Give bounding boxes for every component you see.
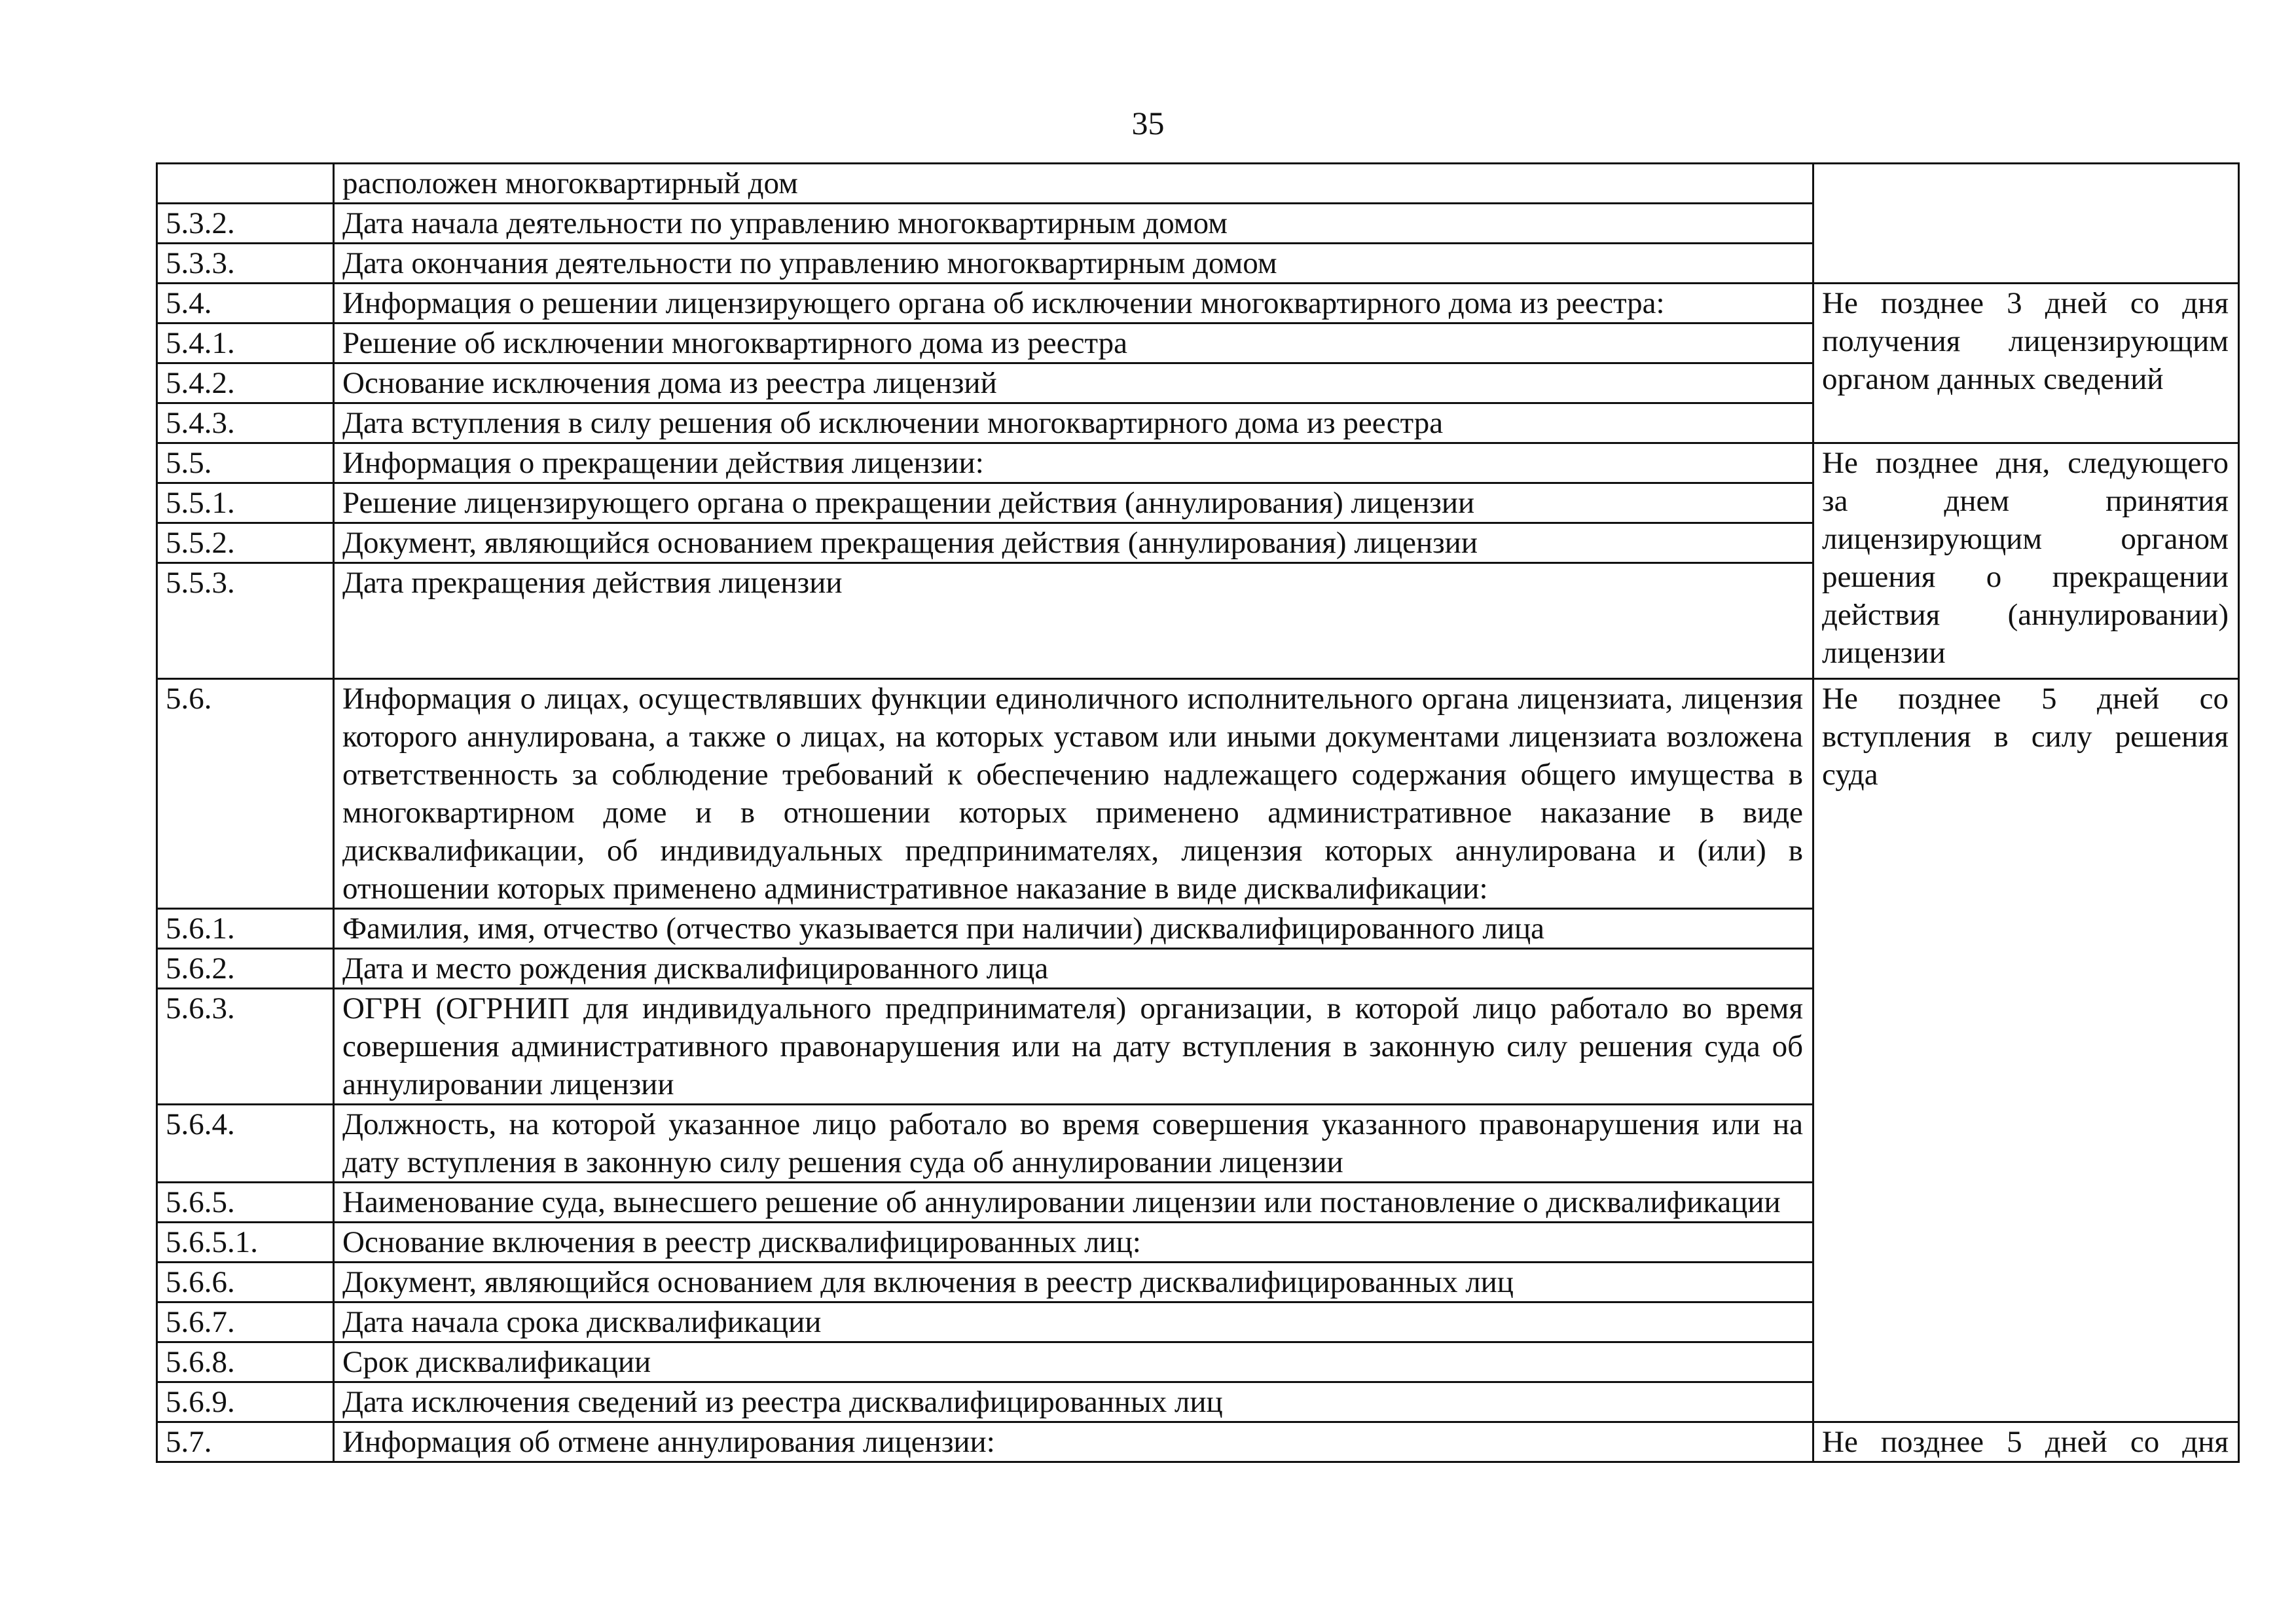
row-description: Дата начала срока дисквалификации	[334, 1302, 1813, 1342]
table-row	[157, 679, 2239, 909]
blank-space	[342, 640, 1803, 678]
row-description: Наименование суда, вынесшего решение об аннулировании лицензии или постановление о дисквалификации	[334, 1183, 1813, 1223]
row-description: Документ, являющийся основанием для включения в реестр дисквалифицированных лиц	[334, 1263, 1813, 1302]
deadline-cell: Не позднее 5 дней со вступления в силу решения суда	[1813, 679, 2239, 1422]
table-row	[157, 1422, 2239, 1462]
table-row	[157, 164, 2239, 204]
row-number: 5.7.	[157, 1422, 334, 1462]
row-description-text: Дата прекращения действия лицензии	[342, 566, 843, 600]
row-description: Решение лицензирующего органа о прекращении действия (аннулирования) лицензии	[334, 483, 1813, 523]
row-description: Дата начала деятельности по управлению многоквартирным домом	[334, 204, 1813, 244]
row-description: Информация о решении лицензирующего органа об исключении многоквартирного дома из реестра:	[334, 284, 1813, 323]
row-description: Информация об отмене аннулирования лицензии:	[334, 1422, 1813, 1462]
row-description: Дата окончания деятельности по управлению многоквартирным домом	[334, 244, 1813, 284]
row-number: 5.6.5.	[157, 1183, 334, 1223]
row-number: 5.6.3.	[157, 989, 334, 1105]
row-number: 5.3.3.	[157, 244, 334, 284]
table-row	[157, 443, 2239, 483]
row-description: Срок дисквалификации	[334, 1342, 1813, 1382]
table-row	[157, 284, 2239, 323]
row-description: Информация о прекращении действия лицензии:	[334, 443, 1813, 483]
row-number: 5.6.5.1.	[157, 1223, 334, 1263]
row-number: 5.4.	[157, 284, 334, 323]
blank-space	[342, 602, 1803, 640]
row-number: 5.5.2.	[157, 523, 334, 563]
row-number: 5.6.6.	[157, 1263, 334, 1302]
row-number: 5.5.	[157, 443, 334, 483]
row-number: 5.5.1.	[157, 483, 334, 523]
row-description: Основание включения в реестр дисквалифицированных лиц:	[334, 1223, 1813, 1263]
row-description: Должность, на которой указанное лицо работало во время совершения указанного правонарушения или на дату вступления в законную силу решения суда об аннулировании лицензии	[334, 1105, 1813, 1183]
row-number: 5.4.3.	[157, 403, 334, 443]
row-number: 5.6.	[157, 679, 334, 909]
deadline-cell: Не позднее дня, следующего за днем принятия лицензирующим органом решения о прекращении действия (аннулировании) лицензии	[1813, 443, 2239, 679]
deadline-cell: Не позднее 3 дней со дня получения лицензирующим органом данных сведений	[1813, 284, 2239, 443]
row-number	[157, 164, 334, 204]
deadline-cell: Не позднее 5 дней со дня	[1813, 1422, 2239, 1462]
row-description: ОГРН (ОГРНИП для индивидуального предпринимателя) организации, в которой лицо работало во время совершения административного правонарушения или на дату вступления в законную силу решения суда об аннулировании лицензии	[334, 989, 1813, 1105]
row-number: 5.6.8.	[157, 1342, 334, 1382]
row-description: Дата вступления в силу решения об исключении многоквартирного дома из реестра	[334, 403, 1813, 443]
row-number: 5.6.4.	[157, 1105, 334, 1183]
row-number: 5.4.2.	[157, 363, 334, 403]
row-description: расположен многоквартирный дом	[334, 164, 1813, 204]
row-description: Решение об исключении многоквартирного дома из реестра	[334, 323, 1813, 363]
row-description: Фамилия, имя, отчество (отчество указывается при наличии) дисквалифицированного лица	[334, 909, 1813, 949]
row-description	[334, 563, 1813, 679]
deadline-cell	[1813, 164, 2239, 284]
row-number: 5.6.1.	[157, 909, 334, 949]
row-number: 5.6.2.	[157, 949, 334, 989]
row-description: Основание исключения дома из реестра лицензий	[334, 363, 1813, 403]
registry-table	[156, 162, 2240, 1463]
row-number: 5.6.7.	[157, 1302, 334, 1342]
row-description: Дата и место рождения дисквалифицированного лица	[334, 949, 1813, 989]
page-number: 35	[1131, 105, 1165, 141]
row-number: 5.5.3.	[157, 563, 334, 679]
row-description: Дата исключения сведений из реестра дисквалифицированных лиц	[334, 1382, 1813, 1422]
row-description: Информация о лицах, осуществлявших функции единоличного исполнительного органа лицензиата, лицензия которого аннулирована, а также о лицах, на которых уставом или иными документами лицензиата возложена ответственность за соблюдение требований к обеспечению надлежащего содержания общего имущества в многоквартирном доме и в отношении которых применено административное наказание в виде дисквалификации, об индивидуальных предпринимателях, лицензия которых аннулирована и (или) в отношении которых применено административное наказание в виде дисквалификации:	[334, 679, 1813, 909]
row-number: 5.4.1.	[157, 323, 334, 363]
row-number: 5.3.2.	[157, 204, 334, 244]
row-number: 5.6.9.	[157, 1382, 334, 1422]
row-description: Документ, являющийся основанием прекращения действия (аннулирования) лицензии	[334, 523, 1813, 563]
